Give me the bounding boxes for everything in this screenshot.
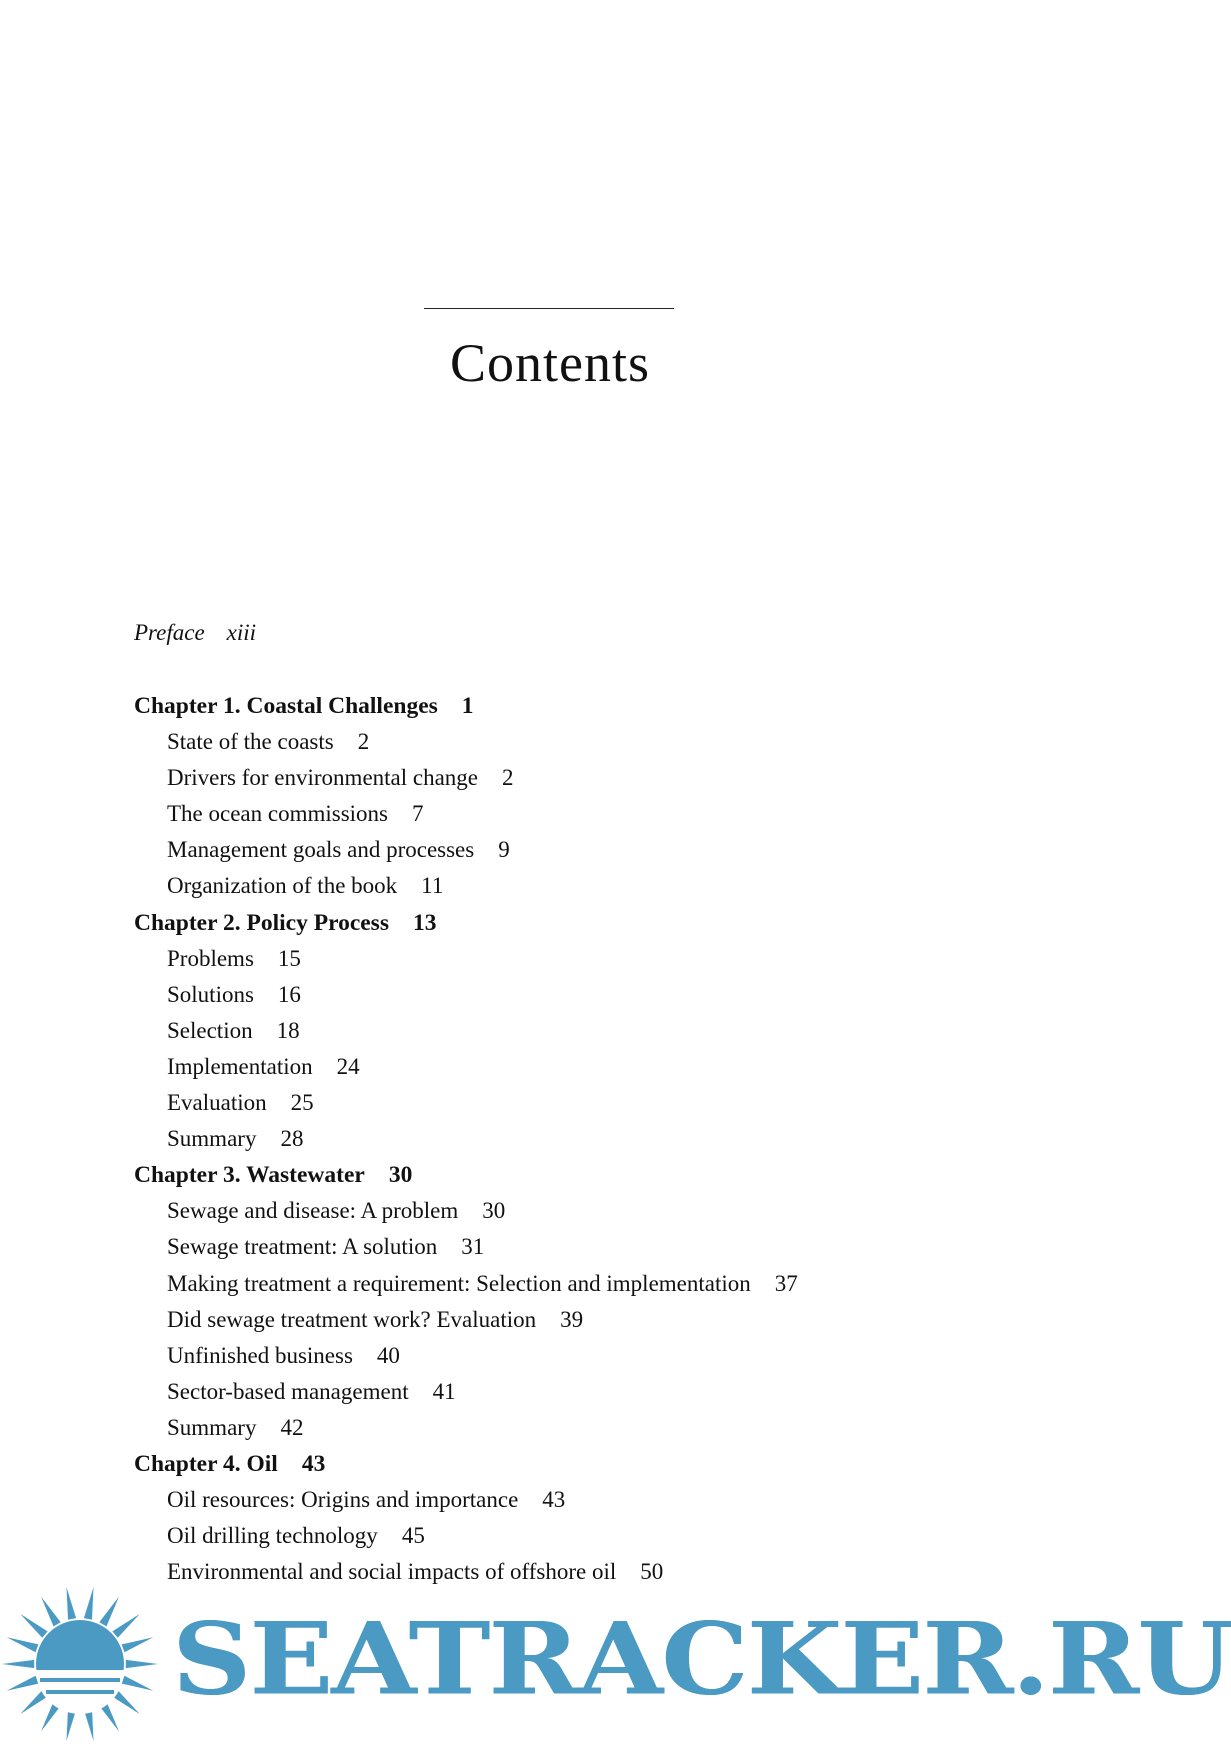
toc-entry-page-number: 43	[301, 1450, 326, 1477]
toc-section-entry[interactable]	[134, 1266, 1034, 1302]
toc-entry-page-number: 2	[502, 765, 514, 791]
sun-ray	[84, 1587, 94, 1619]
toc-entry-label: Solutions	[167, 981, 254, 1007]
toc-entry-label: Sewage treatment: A solution	[167, 1234, 438, 1260]
toc-entry-label: Oil drilling technology	[167, 1523, 378, 1549]
toc-entry-label: Chapter 2. Policy Process	[134, 909, 389, 936]
sun-ray	[2, 1660, 34, 1668]
toc-entry-page-number: 40	[376, 1342, 400, 1368]
sun-ray	[67, 1587, 77, 1619]
sun-ray	[126, 1660, 158, 1668]
toc-section-entry[interactable]	[134, 1482, 1034, 1518]
toc-entry-label: Implementation	[167, 1053, 313, 1079]
toc-chapter-entry[interactable]	[134, 1446, 1034, 1482]
toc-entry-label: Chapter 3. Wastewater	[134, 1162, 365, 1189]
sun-ray	[41, 1597, 61, 1627]
toc-entry-page-number: 41	[432, 1378, 456, 1404]
toc-entry-label: Sector-based management	[167, 1378, 409, 1404]
toc-entry-label: Evaluation	[167, 1090, 267, 1116]
toc-chapter-entry[interactable]	[134, 905, 1034, 941]
toc-entry-page-number: 39	[560, 1306, 584, 1332]
toc-section-entry[interactable]	[134, 724, 1034, 760]
table-of-contents	[134, 688, 1034, 1590]
toc-entry-page-number: 16	[277, 981, 301, 1007]
toc-entry-page-number: 9	[498, 837, 510, 863]
toc-section-entry[interactable]	[134, 1121, 1034, 1157]
toc-entry-page-number: 42	[280, 1414, 304, 1440]
toc-section-entry[interactable]	[134, 941, 1034, 977]
toc-entry-page-number: 24	[336, 1053, 360, 1079]
toc-entry-label: Unfinished business	[167, 1342, 353, 1368]
toc-entry-page-number: 2	[357, 729, 370, 755]
sun-ray	[122, 1637, 154, 1652]
toc-section-entry[interactable]	[134, 1049, 1034, 1085]
sun-ray	[7, 1637, 39, 1652]
toc-entry-page-number: 15	[277, 945, 301, 971]
sun-ray	[7, 1676, 39, 1691]
watermark-text: SEATRACKER.RU	[172, 1601, 1231, 1718]
toc-section-entry[interactable]	[134, 1518, 1034, 1554]
toc-section-entry[interactable]	[134, 1193, 1034, 1229]
toc-section-entry[interactable]	[134, 796, 1034, 832]
toc-section-entry[interactable]	[134, 760, 1034, 796]
toc-entry-page-number: 25	[290, 1090, 314, 1116]
preface-entry[interactable]	[134, 620, 256, 646]
toc-entry-page-number: 50	[640, 1559, 664, 1585]
toc-entry-page-number: 1	[461, 693, 474, 719]
sun-ray	[20, 1614, 47, 1638]
toc-entry-label: Environmental and social impacts of offshore oil	[167, 1559, 617, 1585]
preface-label: Preface	[134, 620, 205, 645]
toc-chapter-entry[interactable]	[134, 1157, 1034, 1193]
toc-entry-label: State of the coasts	[167, 729, 334, 755]
toc-entry-label: Did sewage treatment work? Evaluation	[167, 1306, 537, 1332]
toc-entry-page-number: 30	[482, 1198, 506, 1224]
page-title: Contents	[449, 333, 650, 393]
toc-entry-page-number: 18	[276, 1017, 300, 1043]
sun-over-water-icon	[2, 1587, 158, 1741]
toc-section-entry[interactable]	[134, 1085, 1034, 1121]
toc-section-entry[interactable]	[134, 977, 1034, 1013]
toc-section-entry[interactable]	[134, 1013, 1034, 1049]
sun-ray	[99, 1597, 119, 1627]
toc-entry-page-number: 28	[280, 1126, 304, 1152]
toc-section-entry[interactable]	[134, 832, 1034, 868]
toc-entry-label: Sewage and disease: A problem	[167, 1198, 459, 1224]
toc-entry-page-number: 7	[412, 801, 424, 827]
toc-entry-page-number: 45	[401, 1523, 425, 1549]
toc-entry-page-number: 43	[542, 1487, 566, 1513]
toc-entry-label: Summary	[167, 1414, 257, 1440]
toc-section-entry[interactable]	[134, 868, 1034, 904]
toc-entry-label: The ocean commissions	[167, 801, 389, 827]
toc-section-entry[interactable]	[134, 1410, 1034, 1446]
toc-section-entry[interactable]	[134, 1374, 1034, 1410]
toc-entry-label: Making treatment a requirement: Selection and implementation	[167, 1270, 751, 1296]
toc-section-entry[interactable]	[134, 1302, 1034, 1338]
toc-entry-page-number: 11	[421, 873, 444, 899]
toc-section-entry[interactable]	[134, 1229, 1034, 1265]
toc-entry-label: Drivers for environmental change	[167, 765, 479, 791]
sun-ray	[112, 1614, 139, 1638]
toc-entry-page-number: 30	[388, 1162, 413, 1189]
toc-entry-label: Oil resources: Origins and importance	[167, 1487, 519, 1513]
toc-entry-page-number: 37	[774, 1270, 798, 1296]
preface-page-number: xiii	[226, 620, 257, 645]
title-rule	[424, 308, 674, 309]
toc-entry-label: Summary	[167, 1126, 257, 1152]
toc-section-entry[interactable]	[134, 1338, 1034, 1374]
toc-entry-page-number: 13	[412, 909, 437, 936]
toc-entry-label: Management goals and processes	[167, 837, 475, 863]
toc-entry-page-number: 31	[461, 1234, 485, 1260]
toc-entry-label: Chapter 1. Coastal Challenges	[134, 693, 438, 719]
toc-entry-label: Problems	[167, 945, 254, 971]
toc-chapter-entry[interactable]	[134, 688, 1034, 724]
toc-entry-label: Chapter 4. Oil	[134, 1450, 278, 1477]
toc-entry-label: Organization of the book	[167, 873, 398, 899]
sun-ray	[122, 1676, 154, 1691]
toc-entry-label: Selection	[167, 1017, 253, 1043]
